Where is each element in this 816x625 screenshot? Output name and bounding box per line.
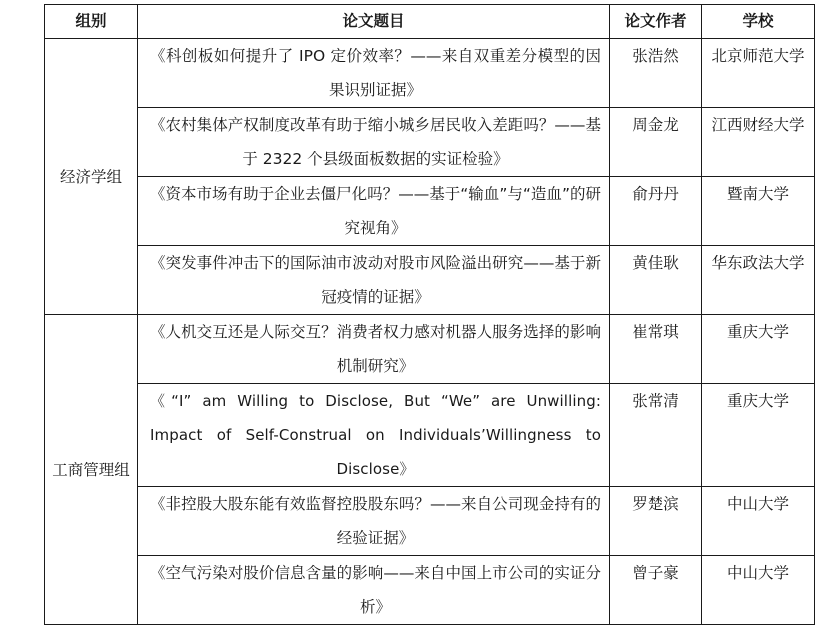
header-title: 论文题目	[138, 5, 610, 39]
table-row	[45, 39, 815, 108]
school-name: 北京师范大学	[702, 39, 815, 108]
award-table	[44, 4, 815, 625]
paper-title: 《非控股大股东能有效监督控股股东吗？——来自公司现金持有的经验证据》	[138, 487, 610, 556]
school-name: 中山大学	[702, 487, 815, 556]
school-name: 重庆大学	[702, 384, 815, 487]
paper-title: 《突发事件冲击下的国际油市波动对股市风险溢出研究——基于新冠疫情的证据》	[138, 246, 610, 315]
table-row	[45, 556, 815, 625]
paper-author: 张常清	[610, 384, 702, 487]
table-row	[45, 177, 815, 246]
table-row	[45, 246, 815, 315]
paper-author: 曾子豪	[610, 556, 702, 625]
paper-title: 《资本市场有助于企业去僵尸化吗？——基于“输血”与“造血”的研究视角》	[138, 177, 610, 246]
header-row	[45, 5, 815, 39]
paper-author: 黄佳耿	[610, 246, 702, 315]
paper-author: 周金龙	[610, 108, 702, 177]
table-row	[45, 315, 815, 384]
school-name: 重庆大学	[702, 315, 815, 384]
school-name: 暨南大学	[702, 177, 815, 246]
school-name: 中山大学	[702, 556, 815, 625]
paper-title: 《农村集体产权制度改革有助于缩小城乡居民收入差距吗？——基于 2322 个县级面板数据的实证检验》	[138, 108, 610, 177]
table-row	[45, 384, 815, 487]
paper-author: 罗楚滨	[610, 487, 702, 556]
school-name: 江西财经大学	[702, 108, 815, 177]
header-author: 论文作者	[610, 5, 702, 39]
group-business-management: 工商管理组	[45, 315, 138, 625]
group-economics: 经济学组	[45, 39, 138, 315]
paper-author: 崔常琪	[610, 315, 702, 384]
header-group: 组别	[45, 5, 138, 39]
paper-author: 俞丹丹	[610, 177, 702, 246]
header-school: 学校	[702, 5, 815, 39]
paper-author: 张浩然	[610, 39, 702, 108]
table-row	[45, 487, 815, 556]
school-name: 华东政法大学	[702, 246, 815, 315]
table-row	[45, 108, 815, 177]
paper-title: 《科创板如何提升了 IPO 定价效率？——来自双重差分模型的因果识别证据》	[138, 39, 610, 108]
paper-title: 《人机交互还是人际交互？消费者权力感对机器人服务选择的影响机制研究》	[138, 315, 610, 384]
paper-title: 《“I” am Willing to Disclose, But “We” are Unwilling: Impact of Self-Construal on Individuals’Willingness to Disclose》	[138, 384, 610, 487]
paper-title: 《空气污染对股价信息含量的影响——来自中国上市公司的实证分析》	[138, 556, 610, 625]
